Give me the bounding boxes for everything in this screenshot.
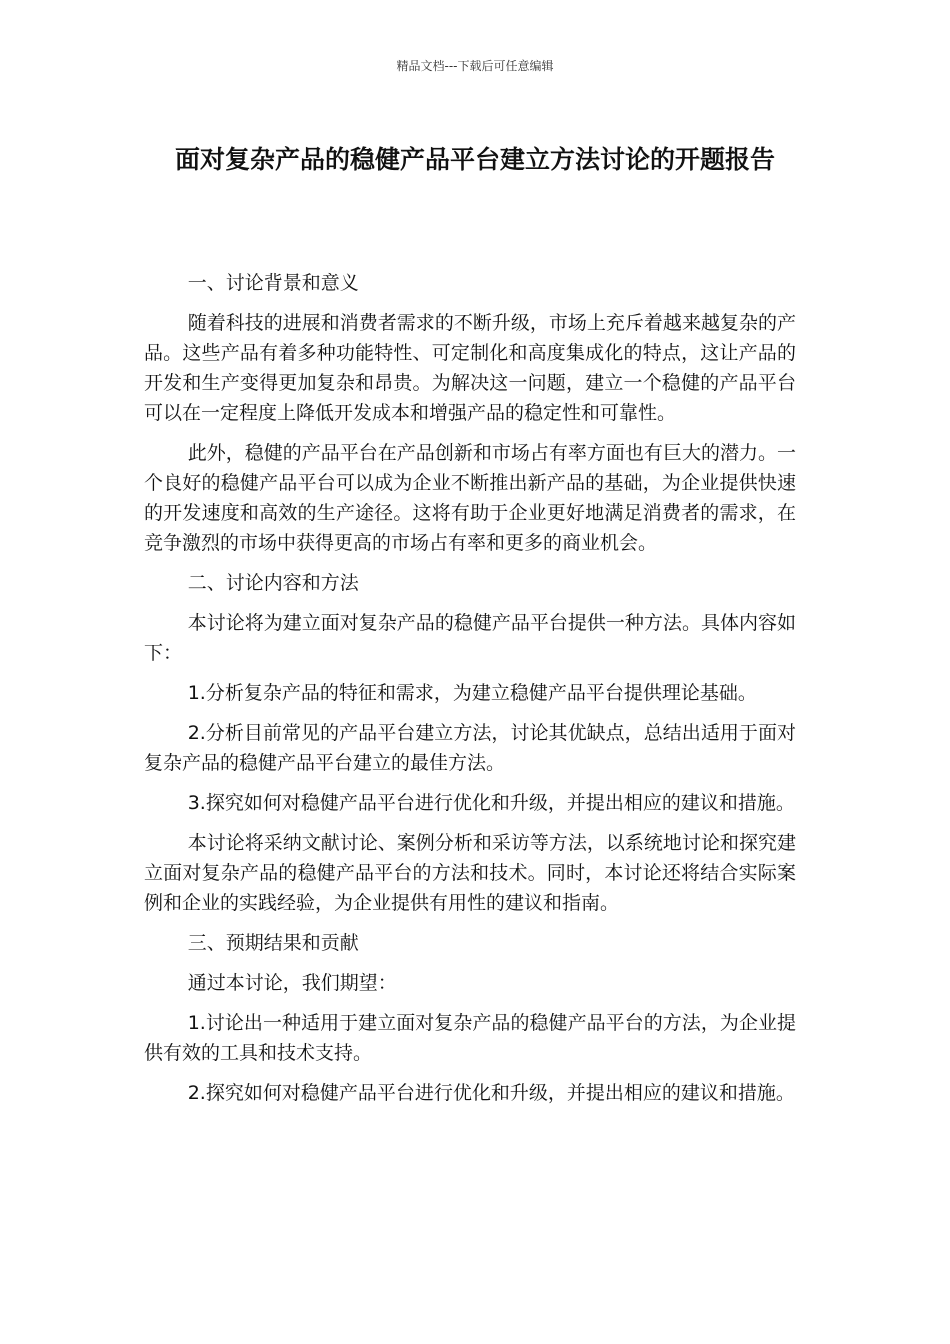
paragraph: 随着科技的进展和消费者需求的不断升级，市场上充斥着越来越复杂的产品。这些产品有着多种功能特性、可定制化和高度集成化的特点，这让产品的开发和生产变得更加复杂和昂贵。为解决这一问题，建立一个稳健的产品平台可以在一定程度上降低开发成本和增强产品的稳定性和可靠性。 — [144, 312, 796, 424]
paragraph: 本讨论将为建立面对复杂产品的稳健产品平台提供一种方法。具体内容如下： — [144, 612, 796, 664]
document-title: 面对复杂产品的稳健产品平台建立方法讨论的开题报告 — [174, 145, 775, 174]
paragraph: 通过本讨论，我们期望： — [187, 972, 397, 994]
list-item: 3.探究如何对稳健产品平台进行优化和升级，并提出相应的建议和措施。 — [187, 792, 795, 814]
list-item: 1.讨论出一种适用于建立面对复杂产品的稳健产品平台的方法，为企业提供有效的工具和技术支持。 — [144, 1012, 796, 1064]
list-item: 1.分析复杂产品的特征和需求，为建立稳健产品平台提供理论基础。 — [187, 682, 757, 704]
section-heading-expected-results: 三、预期结果和贡献 — [187, 932, 359, 954]
list-item: 2.探究如何对稳健产品平台进行优化和升级，并提出相应的建议和措施。 — [187, 1082, 795, 1104]
section-heading-background: 一、讨论背景和意义 — [187, 272, 359, 294]
document-body — [144, 268, 796, 1118]
paragraph: 此外，稳健的产品平台在产品创新和市场占有率方面也有巨大的潜力。一个良好的稳健产品平台可以成为企业不断推出新产品的基础，为企业提供快速的开发速度和高效的生产途径。这将有助于企业更好地满足消费者的需求，在竞争激烈的市场中获得更高的市场占有率和更多的商业机会。 — [144, 442, 796, 554]
paragraph: 本讨论将采纳文献讨论、案例分析和采访等方法，以系统地讨论和探究建立面对复杂产品的稳健产品平台的方法和技术。同时，本讨论还将结合实际案例和企业的实践经验，为企业提供有用性的建议和指南。 — [144, 832, 796, 914]
section-heading-content-method: 二、讨论内容和方法 — [187, 572, 359, 594]
list-item: 2.分析目前常见的产品平台建立方法，讨论其优缺点，总结出适用于面对复杂产品的稳健产品平台建立的最佳方法。 — [144, 722, 796, 774]
header-note: 精品文档---下载后可任意编辑 — [396, 59, 554, 73]
